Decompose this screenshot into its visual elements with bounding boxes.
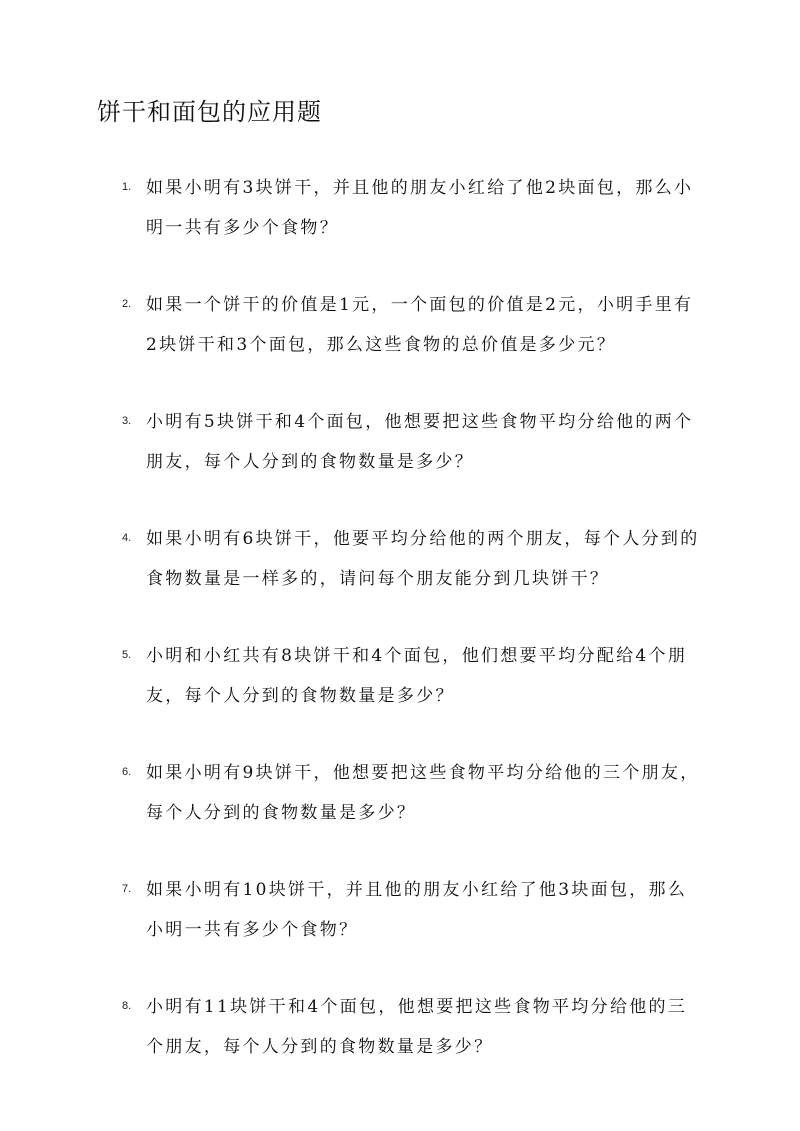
question-number: 7. xyxy=(122,883,132,895)
question-number: 1. xyxy=(122,181,132,193)
question-item xyxy=(0,285,800,402)
question-item xyxy=(0,870,800,987)
document-title: 饼干和面包的应用题 xyxy=(97,98,322,126)
question-text: 小明和小红共有8块饼干和4个面包，他们想要平均分配给4个朋友，每个人分到的食物数量是多少？ xyxy=(146,646,688,706)
question-text: 如果小明有10块饼干，并且他的朋友小红给了他3块面包，那么小明一共有多少个食物？ xyxy=(146,880,688,940)
question-number: 6. xyxy=(122,766,132,778)
question-item xyxy=(0,753,800,870)
question-number: 2. xyxy=(122,298,132,310)
question-number: 4. xyxy=(122,532,132,544)
question-item xyxy=(0,402,800,519)
question-text: 如果一个饼干的价值是1元，一个面包的价值是2元，小明手里有2块饼干和3个面包，那么这些食物的总价值是多少元？ xyxy=(146,295,694,355)
question-text: 小明有5块饼干和4个面包，他想要把这些食物平均分给他的两个朋友，每个人分到的食物数量是多少？ xyxy=(146,412,694,472)
question-list xyxy=(0,168,800,1104)
question-text: 如果小明有6块饼干，他要平均分给他的两个朋友，每个人分到的食物数量是一样多的，请问每个朋友能分到几块饼干？ xyxy=(146,529,700,589)
question-item xyxy=(0,987,800,1104)
question-item xyxy=(0,519,800,636)
question-text: 如果小明有3块饼干，并且他的朋友小红给了他2块面包，那么小明一共有多少个食物？ xyxy=(146,178,694,238)
question-text: 如果小明有9块饼干，他想要把这些食物平均分给他的三个朋友，每个人分到的食物数量是多少？ xyxy=(146,763,700,823)
question-item xyxy=(0,168,800,285)
question-item xyxy=(0,636,800,753)
question-number: 8. xyxy=(122,1000,132,1012)
question-number: 3. xyxy=(122,415,132,427)
question-number: 5. xyxy=(122,649,132,661)
question-text: 小明有11块饼干和4个面包，他想要把这些食物平均分给他的三个朋友，每个人分到的食物数量是多少？ xyxy=(146,997,688,1057)
